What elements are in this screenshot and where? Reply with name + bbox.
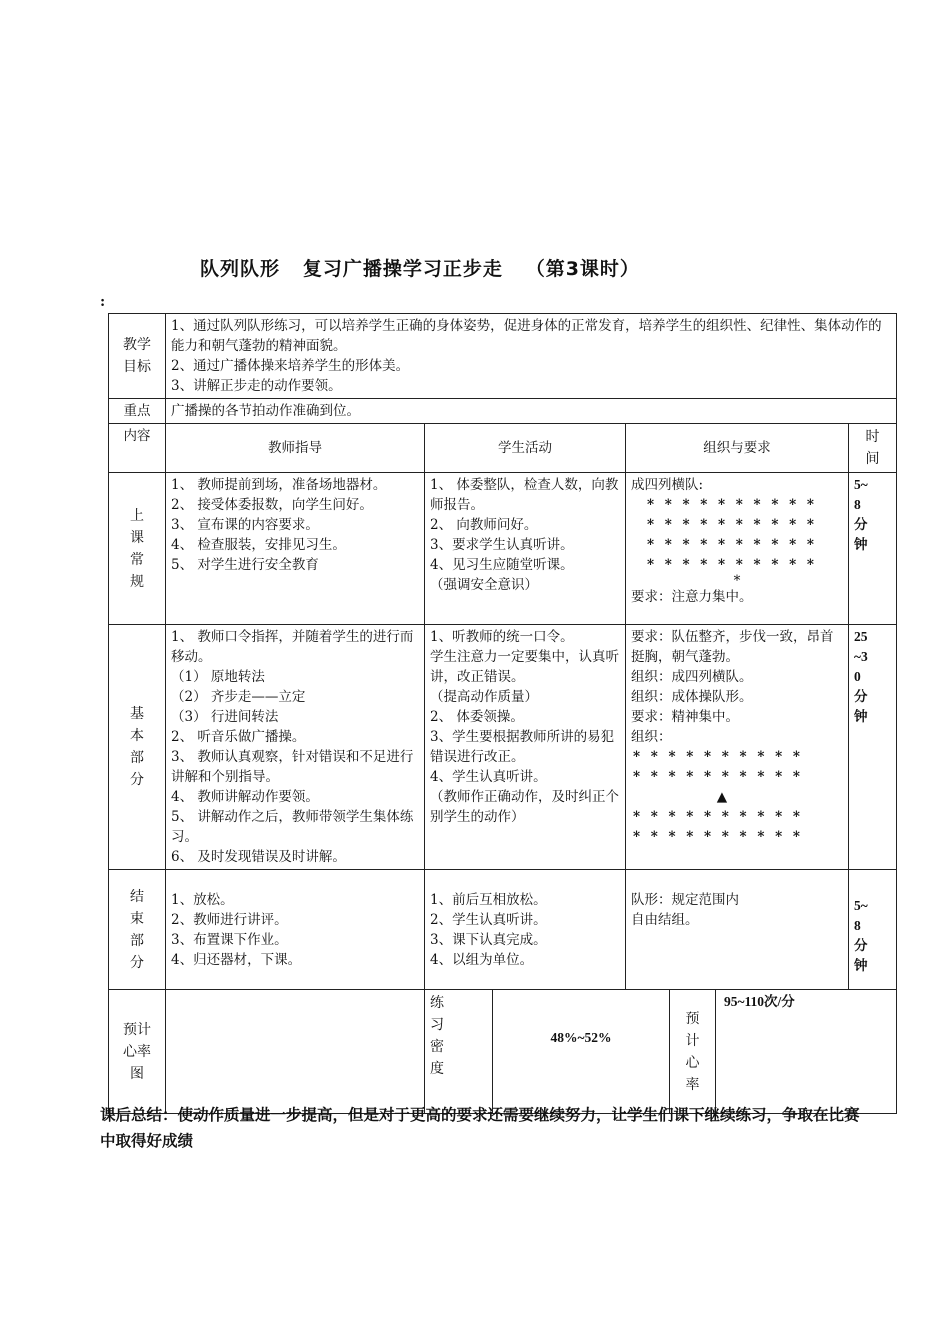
bottom-row bbox=[109, 990, 897, 1114]
teacher-item: 3、 宣布课的内容要求。 bbox=[171, 517, 319, 533]
student-item: 3、课下认真完成。 bbox=[430, 932, 547, 948]
formation-row: * * * * * * * * * * bbox=[633, 809, 803, 825]
student-item: 4、见习生应随堂听课。 bbox=[430, 557, 574, 573]
teacher-item: 3、布置课下作业。 bbox=[171, 932, 288, 948]
section-label: 结束部分 bbox=[130, 888, 144, 971]
section-label: 基本部分 bbox=[130, 706, 144, 788]
student-item: 1、前后互相放松。 bbox=[430, 892, 547, 908]
section-label-cell bbox=[109, 473, 166, 625]
student-header: 学生活动 bbox=[425, 424, 626, 473]
student-activity bbox=[425, 625, 626, 870]
student-item: （提高动作质量） bbox=[430, 689, 538, 705]
formation-row: * * * * * * * * * * bbox=[647, 517, 817, 533]
time-header-cell bbox=[849, 424, 897, 473]
teacher-item: 1、 教师口令指挥，并随着学生的进行而移动。 bbox=[171, 629, 414, 665]
student-item: 3、要求学生认真听讲。 bbox=[430, 537, 574, 553]
heart-rate-label-cell bbox=[670, 990, 716, 1114]
teacher-item: 5、 对学生进行安全教育 bbox=[171, 557, 319, 573]
org-requirements bbox=[626, 625, 849, 870]
teacher-guidance bbox=[166, 625, 425, 870]
density-label-cell bbox=[425, 990, 493, 1114]
colon-mark: : bbox=[100, 294, 106, 310]
teacher-item: 2、 听音乐做广播操。 bbox=[171, 729, 306, 745]
student-item: 学生注意力一定要集中，认真听讲，改正错误。 bbox=[430, 649, 619, 685]
heart-rate-label: 预计心率 bbox=[685, 1010, 700, 1093]
student-activity bbox=[425, 473, 626, 625]
time-cell bbox=[849, 870, 897, 990]
time-value: 5~8分钟 bbox=[854, 898, 868, 973]
teacher-item: （3） 行进间转法 bbox=[171, 709, 279, 725]
objectives-content bbox=[166, 314, 897, 399]
density-label: 练习密度 bbox=[430, 995, 444, 1077]
teacher-guidance bbox=[166, 473, 425, 625]
formation-row: * * * * * * * * * * bbox=[647, 497, 817, 513]
student-item: （强调安全意识） bbox=[430, 577, 538, 593]
student-item: 1、听教师的统一口令。 bbox=[430, 629, 574, 645]
formation-row: * * * * * * * * * * bbox=[647, 557, 817, 573]
student-item: 1、 体委整队，检查人数，向教师报告。 bbox=[430, 477, 619, 513]
org-text: 组织：成四列横队。 bbox=[631, 669, 753, 685]
org-header: 组织与要求 bbox=[626, 424, 849, 473]
org-requirements bbox=[626, 870, 849, 990]
section-label-cell bbox=[109, 625, 166, 870]
time-value: 5~8分钟 bbox=[854, 477, 868, 552]
lesson-summary: 课后总结：使动作质量进一步提高，但是对于更高的要求还需要继续努力，让学生们课下继续练习，争取在比赛中取得好成绩 bbox=[100, 1106, 860, 1150]
heart-chart-label: 预计心率图 bbox=[123, 1021, 151, 1082]
lesson-plan-table bbox=[108, 313, 897, 1114]
teacher-item: 6、 及时发现错误及时讲解。 bbox=[171, 849, 346, 865]
org-requirements bbox=[626, 473, 849, 625]
section-label-cell bbox=[109, 870, 166, 990]
key-point-text: 广播操的各节拍动作准确到位。 bbox=[166, 399, 897, 424]
section-label: 上课常规 bbox=[130, 507, 144, 590]
section-row-routine bbox=[109, 473, 897, 625]
teacher-item: （2） 齐步走——立定 bbox=[171, 689, 306, 705]
content-header: 内容 bbox=[109, 424, 166, 473]
section-row-ending bbox=[109, 870, 897, 990]
objectives-row bbox=[109, 314, 897, 399]
org-text: 组织： bbox=[631, 729, 672, 745]
heart-chart-label-cell bbox=[109, 990, 166, 1114]
heart-rate-value: 95~110次/分 bbox=[716, 990, 897, 1114]
formation-row: * * * * * * * * * * bbox=[647, 537, 817, 553]
org-text: 要求：精神集中。 bbox=[631, 709, 739, 725]
teacher-item: 1、放松。 bbox=[171, 892, 234, 908]
teacher-item: 4、 教师讲解动作要领。 bbox=[171, 789, 319, 805]
time-cell bbox=[849, 625, 897, 870]
section-row-main bbox=[109, 625, 897, 870]
key-point-row bbox=[109, 399, 897, 424]
teacher-guidance bbox=[166, 870, 425, 990]
student-item: 2、学生认真听讲。 bbox=[430, 912, 547, 928]
objective-item: 3、讲解正步走的动作要领。 bbox=[171, 378, 342, 394]
objective-item: 1、通过队列队形练习，可以培养学生正确的身体姿势，促进身体的正常发育，培养学生的组织性、纪律性、集体动作的能力和朝气蓬勃的精神面貌。 bbox=[171, 318, 882, 354]
objectives-label-cell bbox=[109, 314, 166, 399]
header-row bbox=[109, 424, 897, 473]
teacher-header: 教师指导 bbox=[166, 424, 425, 473]
org-text: 要求：队伍整齐，步伐一致，昂首挺胸，朝气蓬勃。 bbox=[631, 629, 834, 665]
formation-row: * * * * * * * * * * bbox=[633, 829, 803, 845]
key-point-label: 重点 bbox=[109, 399, 166, 424]
org-text: 队形：规定范围内 bbox=[631, 892, 739, 908]
org-text: 要求：注意力集中。 bbox=[631, 589, 753, 605]
objective-item: 2、通过广播体操来培养学生的形体美。 bbox=[171, 358, 410, 374]
teacher-triangle-mark: ▲ bbox=[716, 789, 728, 805]
student-item: 2、 体委领操。 bbox=[430, 709, 524, 725]
student-item: （教师作正确动作，及时纠正个别学生的动作） bbox=[430, 789, 619, 825]
student-item: 4、学生认真听讲。 bbox=[430, 769, 547, 785]
org-text: 成四列横队: bbox=[631, 477, 704, 493]
teacher-item: 4、 检查服装，安排见习生。 bbox=[171, 537, 346, 553]
time-cell bbox=[849, 473, 897, 625]
teacher-item: （1） 原地转法 bbox=[171, 669, 265, 685]
teacher-item: 4、归还器材，下课。 bbox=[171, 952, 302, 968]
density-value: 48%~52% bbox=[493, 990, 670, 1114]
heart-chart-area bbox=[166, 990, 425, 1114]
student-item: 3、学生要根据教师所讲的易犯错误进行改正。 bbox=[430, 729, 615, 765]
time-header: 时间 bbox=[865, 429, 880, 467]
formation-row: * * * * * * * * * * bbox=[633, 769, 803, 785]
teacher-item: 2、 接受体委报数，向学生问好。 bbox=[171, 497, 373, 513]
teacher-item: 2、教师进行讲评。 bbox=[171, 912, 288, 928]
student-item: 2、 向教师问好。 bbox=[430, 517, 538, 533]
time-value: 25~30分钟 bbox=[854, 629, 868, 724]
teacher-item: 3、 教师认真观察，针对错误和不足进行讲解和个别指导。 bbox=[171, 749, 414, 785]
formation-row: * * * * * * * * * * bbox=[633, 749, 803, 765]
student-activity bbox=[425, 870, 626, 990]
org-text: 组织：成体操队形。 bbox=[631, 689, 753, 705]
teacher-item: 5、 讲解动作之后，教师带领学生集体练习。 bbox=[171, 809, 414, 845]
teacher-item: 1、 教师提前到场，准备场地器材。 bbox=[171, 477, 387, 493]
page-title: 队列队形 复习广播操学习正步走 （第3课时） bbox=[200, 258, 640, 280]
teacher-position-mark: * bbox=[733, 573, 741, 589]
student-item: 4、以组为单位。 bbox=[430, 952, 534, 968]
org-text: 自由结组。 bbox=[631, 912, 699, 928]
objectives-label: 教学目标 bbox=[123, 337, 151, 375]
